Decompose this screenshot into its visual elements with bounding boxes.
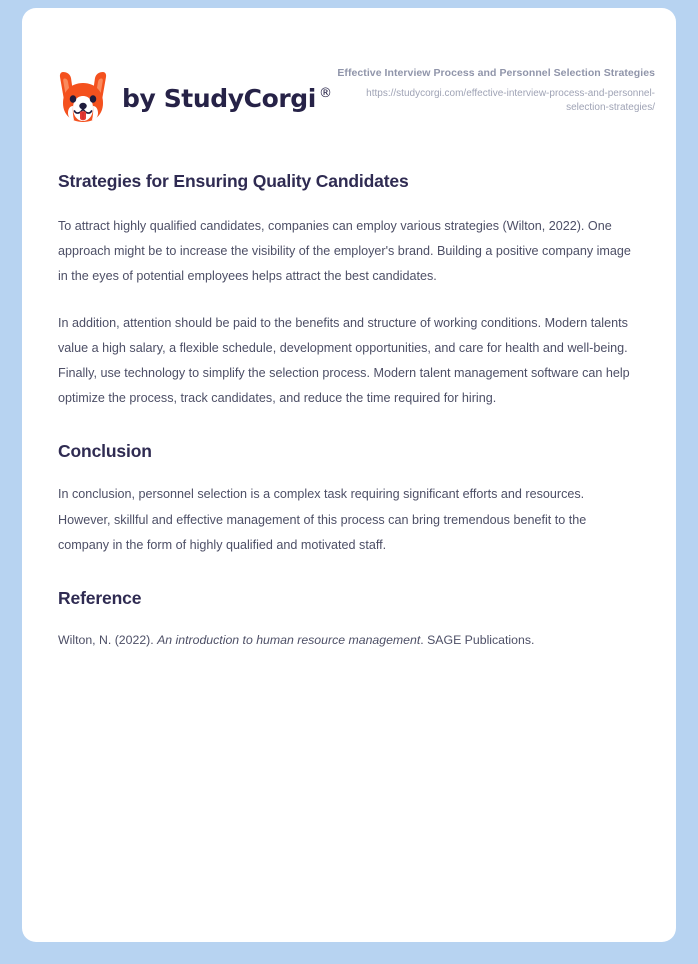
brand-name: by StudyCorgi [122,83,316,113]
document-title: Effective Interview Process and Personnel Selection Strategies [337,67,655,79]
document-content [58,171,640,653]
section-heading-reference: Reference [58,587,142,608]
citation-title: An introduction to human resource management [157,632,421,647]
reference-citation [58,629,640,653]
paragraph: To attract highly qualified candidates, companies can employ various strategies (Wilton, 2022). One approach might be to increase the visibility of the employer's brand. Building a positive company image in the eyes of potential employees helps attract the best candidates. [58,219,631,284]
registered-trademark-icon: ® [318,85,332,101]
section-heading-strategies: Strategies for Ensuring Quality Candidates [58,171,409,191]
section-heading-conclusion: Conclusion [58,441,152,462]
paragraph: In conclusion, personnel selection is a complex task requiring significant efforts and resources. However, skillful and effective management of this process can bring tremendous benefit to the company in the form of highly qualified and motivated staff. [58,487,587,552]
citation-publisher: . SAGE Publications. [420,632,535,647]
header-meta [333,66,655,115]
citation-author-year: Wilton, N. (2022). [58,632,158,647]
brand-logo[interactable] [58,70,332,126]
document-header [22,8,676,153]
paragraph: In addition, attention should be paid to the benefits and structure of working conditions. Modern talents value a high salary, a flexible schedule, development opportunities, and care for health and well-being. Finally, use technology to simplify the selection process. Modern talent management software can help optimize the process, track candidates, and reduce the time required for hiring. [58,315,630,406]
corgi-head-icon [58,70,108,126]
document-paper [22,8,676,942]
brand-wordmark [122,83,332,113]
document-url[interactable]: https://studycorgi.com/effective-interview-process-and-personnel-selection-strategies/ [366,88,655,114]
